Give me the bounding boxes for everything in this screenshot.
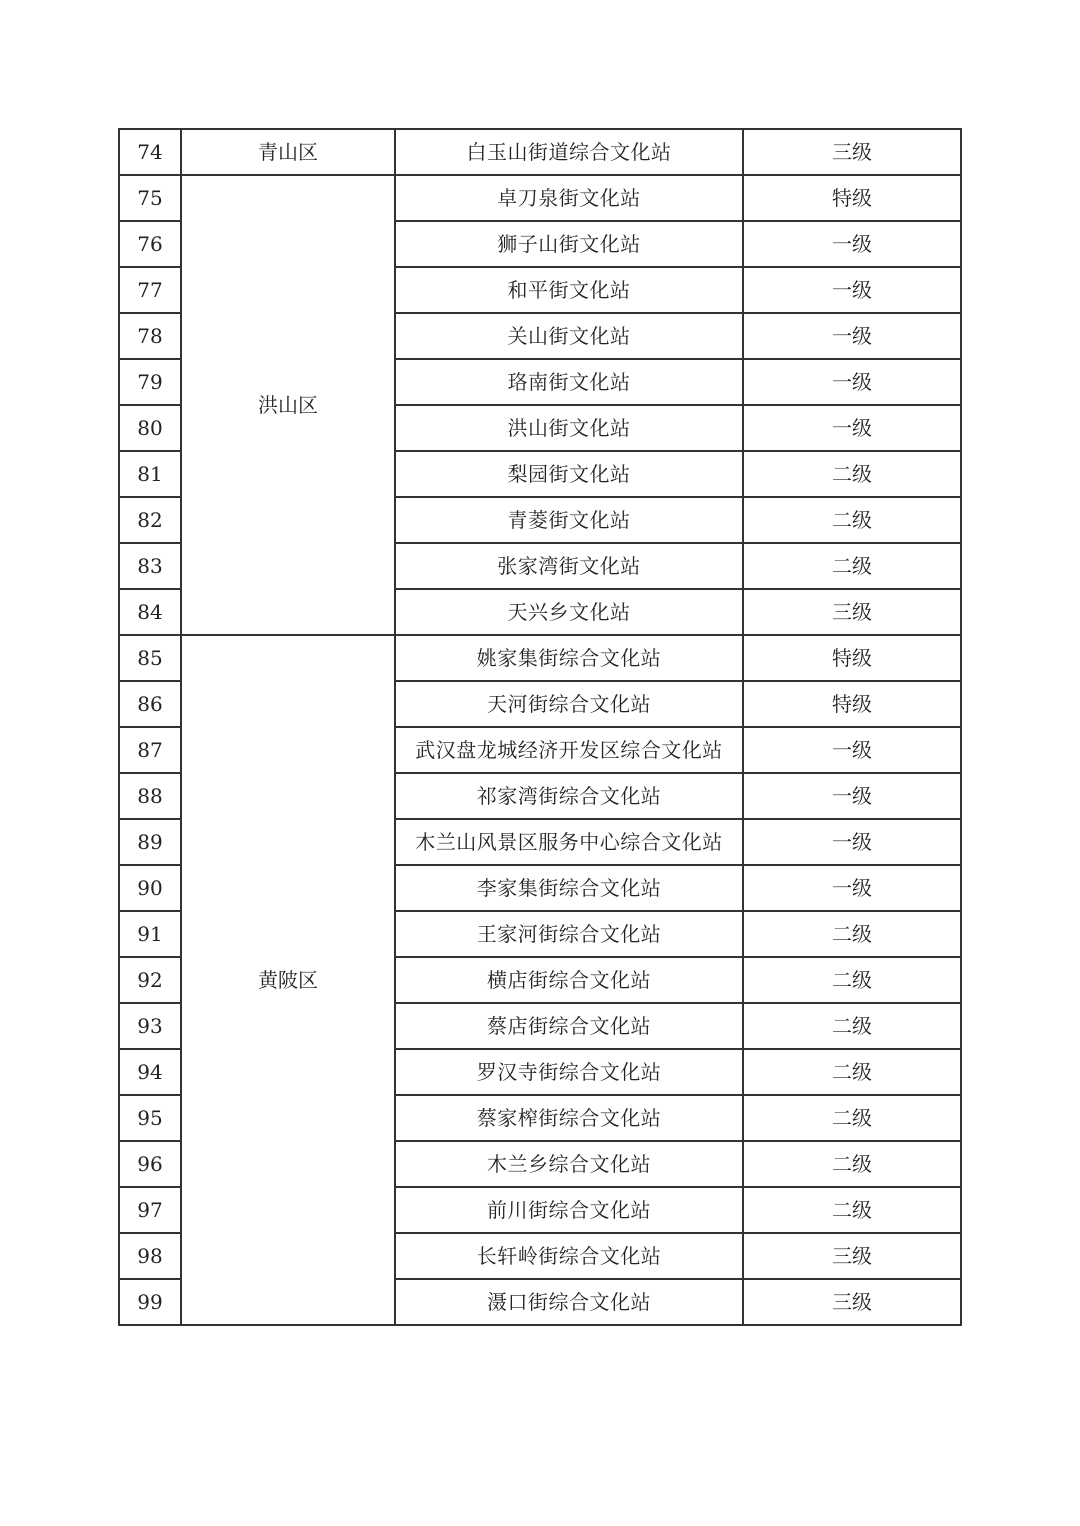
station-level-cell: 一级 bbox=[743, 727, 961, 773]
station-name-cell: 祁家湾街综合文化站 bbox=[395, 773, 743, 819]
station-level-cell: 一级 bbox=[743, 865, 961, 911]
row-number-cell: 90 bbox=[119, 865, 181, 911]
station-name-cell: 罗汉寺街综合文化站 bbox=[395, 1049, 743, 1095]
station-level-cell: 特级 bbox=[743, 175, 961, 221]
station-name-cell: 姚家集街综合文化站 bbox=[395, 635, 743, 681]
station-name-cell: 王家河街综合文化站 bbox=[395, 911, 743, 957]
row-number-cell: 86 bbox=[119, 681, 181, 727]
table-body bbox=[119, 129, 961, 1325]
district-cell: 黄陂区 bbox=[181, 635, 395, 1325]
table-row bbox=[119, 129, 961, 175]
row-number-cell: 92 bbox=[119, 957, 181, 1003]
row-number-cell: 75 bbox=[119, 175, 181, 221]
station-level-cell: 特级 bbox=[743, 681, 961, 727]
station-level-cell: 二级 bbox=[743, 1049, 961, 1095]
station-level-cell: 三级 bbox=[743, 1279, 961, 1325]
row-number-cell: 94 bbox=[119, 1049, 181, 1095]
station-name-cell: 李家集街综合文化站 bbox=[395, 865, 743, 911]
station-name-cell: 和平街文化站 bbox=[395, 267, 743, 313]
station-name-cell: 长轩岭街综合文化站 bbox=[395, 1233, 743, 1279]
station-name-cell: 木兰山风景区服务中心综合文化站 bbox=[395, 819, 743, 865]
station-name-cell: 蔡店街综合文化站 bbox=[395, 1003, 743, 1049]
station-level-cell: 二级 bbox=[743, 1095, 961, 1141]
row-number-cell: 88 bbox=[119, 773, 181, 819]
station-name-cell: 天兴乡文化站 bbox=[395, 589, 743, 635]
row-number-cell: 80 bbox=[119, 405, 181, 451]
station-level-cell: 一级 bbox=[743, 221, 961, 267]
station-level-cell: 二级 bbox=[743, 1187, 961, 1233]
station-level-cell: 二级 bbox=[743, 543, 961, 589]
row-number-cell: 97 bbox=[119, 1187, 181, 1233]
station-name-cell: 卓刀泉街文化站 bbox=[395, 175, 743, 221]
row-number-cell: 99 bbox=[119, 1279, 181, 1325]
row-number-cell: 89 bbox=[119, 819, 181, 865]
row-number-cell: 78 bbox=[119, 313, 181, 359]
station-name-cell: 珞南街文化站 bbox=[395, 359, 743, 405]
station-name-cell: 张家湾街文化站 bbox=[395, 543, 743, 589]
station-name-cell: 青菱街文化站 bbox=[395, 497, 743, 543]
row-number-cell: 76 bbox=[119, 221, 181, 267]
station-name-cell: 梨园街文化站 bbox=[395, 451, 743, 497]
station-level-cell: 二级 bbox=[743, 451, 961, 497]
station-name-cell: 木兰乡综合文化站 bbox=[395, 1141, 743, 1187]
row-number-cell: 93 bbox=[119, 1003, 181, 1049]
row-number-cell: 85 bbox=[119, 635, 181, 681]
station-level-cell: 二级 bbox=[743, 497, 961, 543]
row-number-cell: 74 bbox=[119, 129, 181, 175]
station-name-cell: 滠口街综合文化站 bbox=[395, 1279, 743, 1325]
row-number-cell: 77 bbox=[119, 267, 181, 313]
row-number-cell: 81 bbox=[119, 451, 181, 497]
station-name-cell: 武汉盘龙城经济开发区综合文化站 bbox=[395, 727, 743, 773]
district-cell: 洪山区 bbox=[181, 175, 395, 635]
row-number-cell: 79 bbox=[119, 359, 181, 405]
row-number-cell: 84 bbox=[119, 589, 181, 635]
station-level-cell: 二级 bbox=[743, 911, 961, 957]
station-name-cell: 洪山街文化站 bbox=[395, 405, 743, 451]
row-number-cell: 83 bbox=[119, 543, 181, 589]
row-number-cell: 91 bbox=[119, 911, 181, 957]
station-name-cell: 蔡家榨街综合文化站 bbox=[395, 1095, 743, 1141]
station-name-cell: 狮子山街文化站 bbox=[395, 221, 743, 267]
cultural-station-table bbox=[118, 128, 962, 1326]
table-row bbox=[119, 635, 961, 681]
station-level-cell: 三级 bbox=[743, 589, 961, 635]
station-level-cell: 一级 bbox=[743, 359, 961, 405]
row-number-cell: 98 bbox=[119, 1233, 181, 1279]
station-level-cell: 二级 bbox=[743, 957, 961, 1003]
station-name-cell: 前川街综合文化站 bbox=[395, 1187, 743, 1233]
station-name-cell: 关山街文化站 bbox=[395, 313, 743, 359]
table-row bbox=[119, 175, 961, 221]
station-level-cell: 一级 bbox=[743, 405, 961, 451]
district-cell: 青山区 bbox=[181, 129, 395, 175]
station-level-cell: 一级 bbox=[743, 773, 961, 819]
station-level-cell: 三级 bbox=[743, 1233, 961, 1279]
row-number-cell: 87 bbox=[119, 727, 181, 773]
station-name-cell: 白玉山街道综合文化站 bbox=[395, 129, 743, 175]
row-number-cell: 96 bbox=[119, 1141, 181, 1187]
row-number-cell: 95 bbox=[119, 1095, 181, 1141]
station-name-cell: 横店街综合文化站 bbox=[395, 957, 743, 1003]
station-level-cell: 三级 bbox=[743, 129, 961, 175]
station-level-cell: 二级 bbox=[743, 1003, 961, 1049]
station-level-cell: 一级 bbox=[743, 267, 961, 313]
row-number-cell: 82 bbox=[119, 497, 181, 543]
station-level-cell: 二级 bbox=[743, 1141, 961, 1187]
station-level-cell: 特级 bbox=[743, 635, 961, 681]
station-name-cell: 天河街综合文化站 bbox=[395, 681, 743, 727]
station-level-cell: 一级 bbox=[743, 313, 961, 359]
station-level-cell: 一级 bbox=[743, 819, 961, 865]
